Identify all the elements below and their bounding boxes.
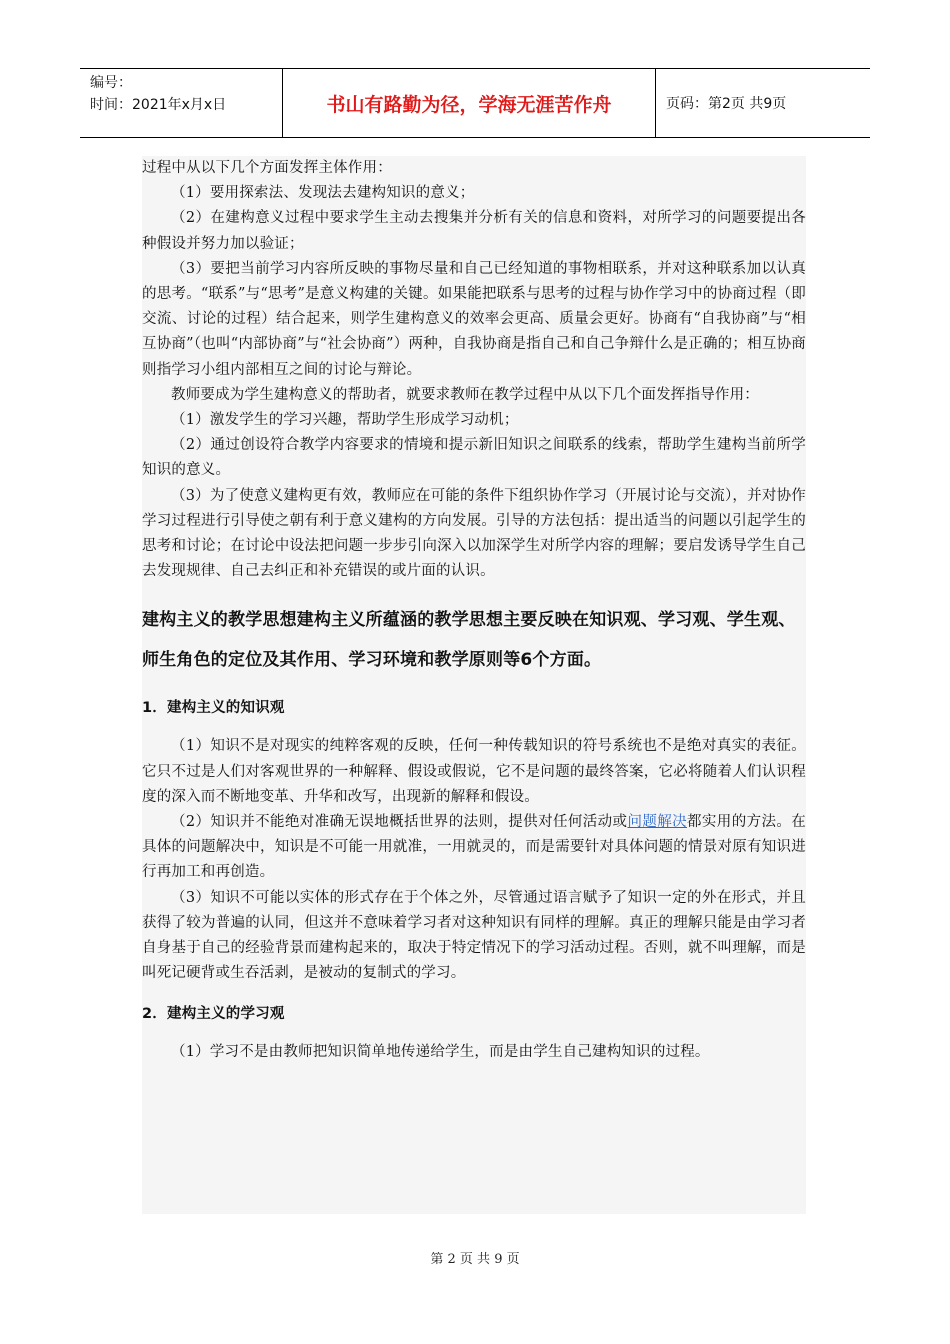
paragraph: 教师要成为学生建构意义的帮助者，就要求教师在教学过程中从以下几个面发挥指导作用： <box>171 386 759 403</box>
paragraph: （2）通过创设符合教学内容要求的情境和提示新旧知识之间联系的线索，帮助学生建构当前所学知识的意义。 <box>142 437 806 479</box>
header-motto: 书山有路勤为径，学海无涯苦作舟 <box>283 69 656 137</box>
problem-solving-link[interactable]: 问题解决 <box>627 814 688 831</box>
paragraph: （3）知识不可能以实体的形式存在于个体之外，尽管通过语言赋予了知识一定的外在形式，并且获得了较为普遍的认同，但这并不意味着学习者对这种知识有同样的理解。真正的理解只能是由学习者自身基于自己的经验背景而建构起来的，取决于特定情况下的学习活动过程。否则，就不叫理解，而是叫死记硬背或生吞活剥，是被动的复制式的学习。 <box>142 889 806 982</box>
paragraph-with-link <box>142 810 806 886</box>
page-footer: 第 2 页 共 9 页 <box>430 1252 520 1267</box>
paragraph-text: （2）知识并不能绝对准确无误地概括世界的法则，提供对任何活动或 <box>171 814 628 831</box>
paragraph: （1）激发学生的学习兴趣，帮助学生形成学习动机； <box>171 412 519 429</box>
document-body <box>142 156 822 1066</box>
paragraph: （1）要用探索法、发现法去建构知识的意义； <box>171 185 475 202</box>
paragraph: 过程中从以下几个方面发挥主体作用： <box>142 160 392 176</box>
paragraph: （1）学习不是由教师把知识简单地传递给学生，而是由学生自己建构知识的过程。 <box>171 1044 710 1061</box>
document-date-label: 时间：2021年x月x日 <box>90 97 227 113</box>
section-heading-knowledge: 1．建构主义的知识观 <box>142 700 285 717</box>
section-heading-learning: 2．建构主义的学习观 <box>142 1006 285 1023</box>
paragraph-text: 都实用的方法。在具体的问题解决中，知识是不可能一用就准，一用就灵的，而是需要针对具体问题的情景对原有知识进行再加工和再创造。 <box>142 814 806 881</box>
paragraph: （3）要把当前学习内容所反映的事物尽量和自己已经知道的事物相联系，并对这种联系加以认真的思考。“联系”与“思考”是意义构建的关键。如果能把联系与思考的过程与协作学习中的协商过程（即交流、讨论的过程）结合起来，则学生建构意义的效率会更高、质量会更好。协商有“自我协商”与“相互协商”（也叫“内部协商”与“社会协商”）两种，自我协商是指自己和自己争辩什么是正确的；相互协商则指学习小组内部相互之间的讨论与辩论。 <box>142 260 806 378</box>
paragraph: （3）为了使意义建构更有效，教师应在可能的条件下组织协作学习（开展讨论与交流），并对协作学习过程进行引导使之朝有利于意义建构的方向发展。引导的方法包括：提出适当的问题以引起学生的思考和讨论；在讨论中设法把问题一步步引向深入以加深学生对所学内容的理解；要启发诱导学生自己去发现规律、自己去纠正和补充错误的或片面的认识。 <box>142 487 806 580</box>
paragraph: （1）知识不是对现实的纯粹客观的反映，任何一种传载知识的符号系统也不是绝对真实的表征。它只不过是人们对客观世界的一种解释、假设或假说，它不是问题的最终答案，它必将随着人们认识程度的深入而不断地变革、升华和改写，出现新的解释和假设。 <box>142 738 806 805</box>
summary-heading: 建构主义的教学思想建构主义所蕴涵的教学思想主要反映在知识观、学习观、学生观、师生角色的定位及其作用、学习环境和教学原则等6个方面。 <box>142 610 796 671</box>
header-meta <box>80 69 283 137</box>
paragraph: （2）在建构意义过程中要求学生主动去搜集并分析有关的信息和资料，对所学习的问题要提出各种假设并努力加以验证； <box>142 210 806 252</box>
document-number-label: 编号： <box>90 75 132 91</box>
page-header <box>80 68 870 138</box>
header-page-label: 页码：第2页 共9页 <box>666 96 787 112</box>
